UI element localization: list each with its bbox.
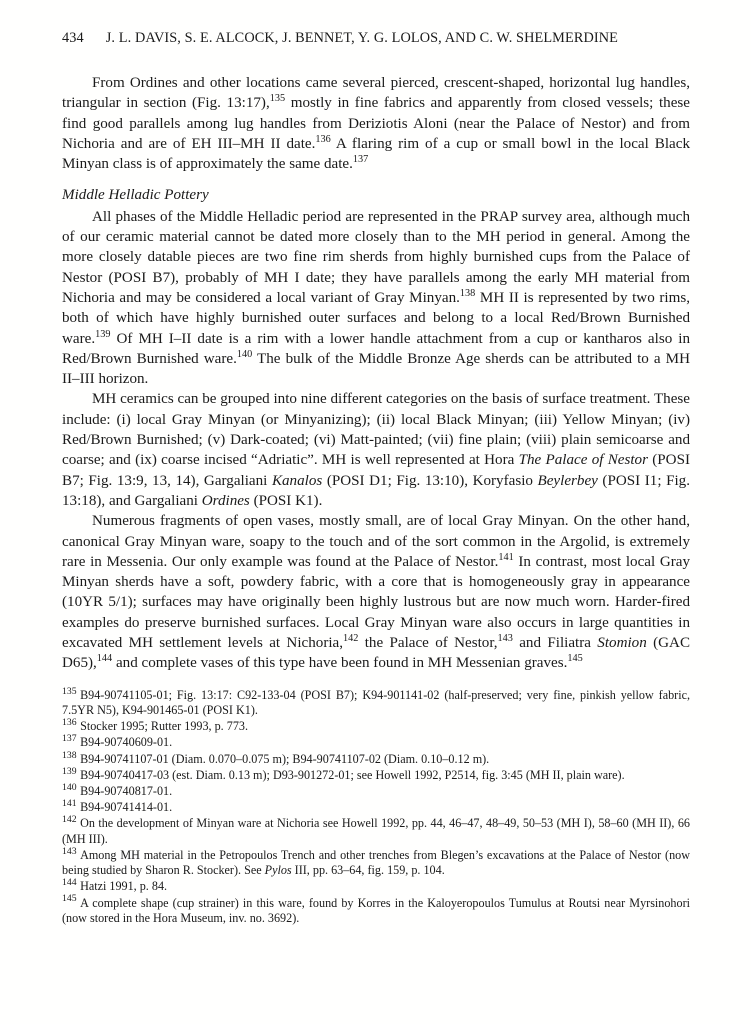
para1-text-3: A flaring rim of a cup or small bowl in the local Black Minyan class is of approximately the same date. bbox=[62, 135, 690, 173]
footnote-ref-140[interactable]: 140 bbox=[236, 348, 253, 360]
footnote-ref-139[interactable]: 139 bbox=[95, 328, 111, 340]
footnote-number: 142 bbox=[62, 813, 77, 825]
footnote-text: B94-90740817-01. bbox=[80, 783, 173, 798]
footnote-text: A complete shape (cup strainer) in this ware, found by Korres in the Kaloyeropoulos Tumulus at Routsi near Myrsinohori (now stored in the Hora Museum, inv. no. 3692). bbox=[62, 895, 690, 926]
footnote-text: On the development of Minyan ware at Nichoria see Howell 1992, pp. 44, 46–47, 48–49, 50–53 (MH I), 58–60 (MH II), 66 (MH III). bbox=[62, 815, 690, 846]
footnote-number: 144 bbox=[62, 877, 77, 889]
para1-text-1: From Ordines and other locations came several pierced, crescent-shaped, horizontal lug handles, triangular in section (Fig. 13:17), bbox=[62, 75, 690, 112]
footnote-ref-143[interactable]: 143 bbox=[497, 632, 513, 644]
footnote-135 bbox=[62, 685, 690, 719]
footnote-text: B94-90740609-01. bbox=[80, 735, 173, 750]
para3-text-3: (POSI D1; Fig. 13:10), Koryfasio bbox=[322, 472, 538, 489]
footnote-ref-137[interactable]: 137 bbox=[352, 154, 369, 166]
para3-text-5: (POSI K1). bbox=[249, 492, 323, 509]
para4-text-1: Numerous fragments of open vases, mostly small, are of local Gray Minyan. On the other hand, canonical Gray Minyan ware, soapy to the touch and of the sort common in the Argolid, is extremely rare in Messenia. Our only example was found at the Palace of Nestor. bbox=[62, 513, 690, 570]
footnote-ref-145[interactable]: 145 bbox=[567, 653, 583, 665]
para4-text-4: and Filiatra bbox=[512, 635, 598, 652]
running-head bbox=[62, 30, 689, 47]
footnote-144 bbox=[62, 879, 690, 895]
footnote-ref-135[interactable]: 135 bbox=[269, 93, 286, 105]
site-name-palace-of-nestor: The Palace of Nestor bbox=[518, 452, 648, 469]
footnotes-section bbox=[62, 685, 690, 927]
running-head-authors: J. L. DAVIS, S. E. ALCOCK, J. BENNET, Y. G. LOLOS, AND C. W. SHELMERDINE bbox=[105, 30, 619, 46]
footnote-text-cont: III, pp. 63–64, fig. 159, p. 104. bbox=[291, 863, 445, 878]
para2-text-1: All phases of the Middle Helladic period are represented in the PRAP survey area, although much of our ceramic material cannot be dated more closely than to the MH period in general. Among the more closely datable pieces are two fine rim sherds from highly burnished cups from the Palace of Nestor (POSI B7), probably of MH I date; they have parallels among the early MH material from Nichoria and may be considered a local variant of Gray Minyan. bbox=[62, 208, 690, 306]
footnote-number: 136 bbox=[62, 717, 77, 729]
footnote-text: Hatzi 1991, p. 84. bbox=[80, 879, 168, 894]
para2-text-2: MH II is represented by two rims, both of which have highly burnished outer surfaces and belong to a local Red/Brown Burnished ware. bbox=[62, 289, 690, 347]
para3-text-2: (POSI B7; Fig. 13:9, 13, 14), Gargaliani bbox=[62, 452, 691, 489]
site-name-stomion: Stomion bbox=[597, 635, 647, 652]
footnote-number: 139 bbox=[62, 765, 77, 777]
footnote-text: Among MH material in the Petropoulos Trench and other trenches from Blegen’s excavations at the Palace of Nestor (now being studied by Sharon R. Stocker). See bbox=[62, 847, 690, 878]
footnote-ref-141[interactable]: 141 bbox=[498, 551, 514, 563]
para4-text-3: the Palace of Nestor, bbox=[358, 635, 498, 652]
footnote-number: 138 bbox=[62, 749, 77, 761]
paragraph-mh-phases bbox=[62, 207, 690, 390]
footnote-number: 143 bbox=[62, 845, 77, 857]
para1-text-2: mostly in fine fabrics and apparently from closed vessels; these find good parallels among lug handles from Deriziotis Aloni (near the Palace of Nestor) and from Nichoria and are of EH III–MH II date. bbox=[62, 95, 690, 152]
body-column bbox=[62, 73, 690, 674]
footnote-136 bbox=[62, 719, 690, 735]
para4-text-2: In contrast, most local Gray Minyan sherds have a soft, powdery fabric, with a core that is homogeneously gray in appearance (10YR 5/1); surfaces may have originally been highly lustrous but are now much worn. Harder-fired examples do preserve burnished surfaces. Local Gray Minyan ware also occurs in large quantities in excavated MH settlement levels at Nichoria, bbox=[62, 553, 690, 652]
footnote-142 bbox=[62, 813, 690, 847]
footnote-text: B94-90741105-01; Fig. 13:17: C92-133-04 (POSI B7); K94-901141-02 (half-preserved; very fine, pinkish yellow fabric, 7.5YR N5), K94-901465-01 (POSI K1). bbox=[62, 687, 690, 718]
para3-text-4: (POSI I1; Fig. 13:18), and Gargaliani bbox=[62, 472, 690, 509]
footnote-number: 135 bbox=[62, 685, 77, 697]
site-name-ordines: Ordines bbox=[201, 492, 250, 509]
paragraph-gray-minyan bbox=[62, 511, 690, 673]
footnote-ref-138[interactable]: 138 bbox=[459, 287, 476, 299]
footnote-140 bbox=[62, 781, 690, 800]
para2-text-3: Of MH I–II date is a rim with a lower handle attachment from a cup or kantharos also in Red/Brown Burnished ware. bbox=[62, 330, 690, 367]
para4-text-5: (GAC D65), bbox=[62, 635, 691, 672]
footnote-145 bbox=[62, 893, 690, 927]
footnote-text: B94-90741414-01. bbox=[80, 799, 173, 814]
page-number: 434 bbox=[62, 30, 84, 46]
paragraph-mh-categories bbox=[62, 389, 690, 511]
footnote-number: 141 bbox=[62, 797, 77, 809]
section-subhead-middle-helladic-pottery: Middle Helladic Pottery bbox=[62, 187, 209, 204]
footnote-italic-pylos: Pylos bbox=[264, 863, 292, 878]
paragraph-ordines-lug-handles bbox=[62, 73, 690, 174]
footnote-141 bbox=[62, 797, 690, 816]
para2-text-4: The bulk of the Middle Bronze Age sherds can be attributed to a MH II–III horizon. bbox=[62, 350, 690, 388]
footnote-ref-136[interactable]: 136 bbox=[315, 133, 331, 145]
footnote-143 bbox=[62, 845, 690, 879]
site-name-kanalos: Kanalos bbox=[271, 472, 323, 489]
footnote-ref-144[interactable]: 144 bbox=[96, 653, 113, 665]
para3-text-1: MH ceramics can be grouped into nine different categories on the basis of surface treatment. These include: (i) local Gray Minyan (or Minyanizing); (ii) local Black Minyan; (iii) Yellow Minyan; (iv) Red/Brown Burnished; (v) Dark-coated; (vi) Matt-painted; (vii) fine plain; (viii) plain semicoarse and coarse; and (ix) coarse incised “Adriatic”. MH is well represented at Hora bbox=[62, 391, 690, 469]
footnote-text: B94-90741107-01 (Diam. 0.070–0.075 m); B94-90741107-02 (Diam. 0.10–0.12 m). bbox=[80, 751, 490, 766]
footnote-number: 140 bbox=[62, 781, 77, 793]
footnote-text: Stocker 1995; Rutter 1993, p. 773. bbox=[80, 719, 248, 734]
footnote-138 bbox=[62, 749, 690, 768]
footnote-text: B94-90740417-03 (est. Diam. 0.13 m); D93-901272-01; see Howell 1992, P2514, fig. 3:45 (MH II, plain ware). bbox=[80, 767, 625, 782]
site-name-beylerbey: Beylerbey bbox=[537, 472, 598, 489]
para4-text-6: and complete vases of this type have been found in MH Messenian graves. bbox=[112, 655, 568, 672]
footnote-137 bbox=[62, 735, 690, 751]
footnote-ref-142[interactable]: 142 bbox=[343, 632, 359, 644]
footnote-number: 137 bbox=[62, 733, 77, 745]
footnote-139 bbox=[62, 765, 690, 784]
footnote-number: 145 bbox=[62, 893, 77, 905]
